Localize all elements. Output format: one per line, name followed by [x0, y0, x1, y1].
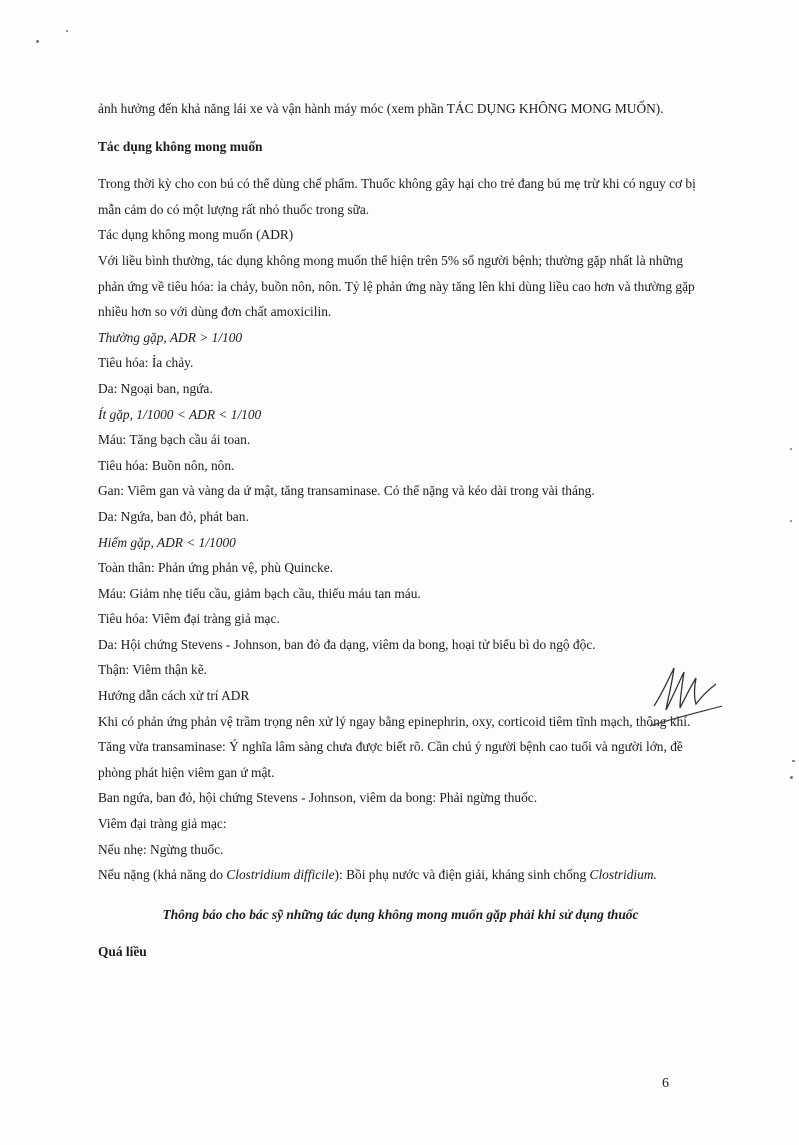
frequency-uncommon: Ít gặp, 1/1000 < ADR < 1/100: [98, 406, 262, 422]
section-heading-overdose: Quá liều: [98, 944, 147, 960]
rare-digestive: Tiêu hóa: Viêm đại tràng giả mạc.: [98, 611, 280, 627]
uncommon-liver: Gan: Viêm gan và vàng da ứ mật, tăng transaminase. Có thể nặng và kéo dài trong vài tháng.: [98, 483, 595, 499]
management-colitis-title: Viêm đại tràng giả mạc:: [98, 816, 227, 832]
rare-skin: Da: Hội chứng Stevens - Johnson, ban đỏ đa dạng, viêm da bong, hoại tử biểu bì do ngộ độc.: [98, 636, 596, 652]
scan-speck: [66, 30, 68, 32]
rare-blood: Máu: Giảm nhẹ tiểu cầu, giảm bạch cầu, thiếu máu tan máu.: [98, 585, 421, 601]
scan-speck: [790, 448, 792, 450]
scan-speck: [792, 760, 795, 762]
paragraph-adr-general: Với liều bình thường, tác dụng không mong muốn thể hiện trên 5% số người bệnh; thường gặp nhất là những phản ứng về tiêu hóa: ỉa chảy, buồn nôn, nôn. Tỷ lệ phản ứng này tăng lên khi dùng liều cao hơn và thường gặp nhiều hơn so với dùng đơn chất amoxicilin.: [98, 252, 695, 320]
section-heading-adverse-effects: Tác dụng không mong muốn: [98, 138, 263, 154]
uncommon-blood: Máu: Tăng bạch cầu ái toan.: [98, 432, 251, 448]
notice-to-doctor: Thông báo cho bác sỹ những tác dụng không mong muốn gặp phải khi sử dụng thuốc: [162, 906, 639, 922]
management-skin: Ban ngứa, ban đỏ, hội chứng Stevens - Johnson, viêm da bong: Phải ngừng thuốc.: [98, 790, 538, 806]
subheading-adr-management: Hướng dẫn cách xử trí ADR: [98, 688, 250, 704]
frequency-common: Thường gặp, ADR > 1/100: [98, 329, 243, 345]
frequency-rare: Hiếm gặp, ADR < 1/1000: [98, 534, 236, 550]
handwritten-signature: [644, 654, 724, 734]
rare-kidney: Thận: Viêm thận kẽ.: [98, 662, 208, 678]
common-digestive: Tiêu hóa: Ỉa chảy.: [98, 355, 194, 371]
common-skin: Da: Ngoại ban, ngứa.: [98, 380, 213, 396]
uncommon-skin: Da: Ngứa, ban đỏ, phát ban.: [98, 508, 249, 524]
paragraph-intro: ảnh hưởng đến khả năng lái xe và vận hành máy móc (xem phần TÁC DỤNG KHÔNG MONG MUỐN).: [98, 101, 664, 116]
management-colitis-mild: Nếu nhẹ: Ngừng thuốc.: [98, 841, 224, 857]
management-colitis-severe: Nếu nặng (khả năng do Clostridium difficile): Bồi phụ nước và điện giải, kháng sinh chống Clostridium.: [98, 867, 657, 883]
rare-systemic: Toàn thân: Phản ứng phản vệ, phù Quincke.: [98, 560, 334, 576]
page-number: 6: [662, 1076, 669, 1091]
management-transaminase: Tăng vừa transaminase: Ý nghĩa lâm sàng chưa được biết rõ. Cần chú ý người bệnh cao tuổi và người lớn, đề phòng phát hiện viêm gan ứ mật.: [98, 739, 683, 780]
scan-speck: [790, 520, 792, 522]
subheading-adr: Tác dụng không mong muốn (ADR): [98, 227, 294, 243]
management-anaphylaxis: Khi có phản ứng phản vệ trầm trọng nên xử lý ngay bằng epinephrin, oxy, corticoid tiêm tĩnh mạch, thông khí.: [98, 713, 691, 729]
uncommon-digestive: Tiêu hóa: Buồn nôn, nôn.: [98, 457, 235, 473]
scan-speck: [36, 40, 39, 43]
scan-speck: [790, 776, 793, 779]
paragraph-breastfeeding: Trong thời kỳ cho con bú có thể dùng chế phẩm. Thuốc không gây hại cho trẻ đang bú mẹ trừ khi có nguy cơ bị mẫn cảm do có một lượng rất nhỏ thuốc trong sữa.: [98, 176, 696, 217]
document-body: [98, 96, 703, 965]
